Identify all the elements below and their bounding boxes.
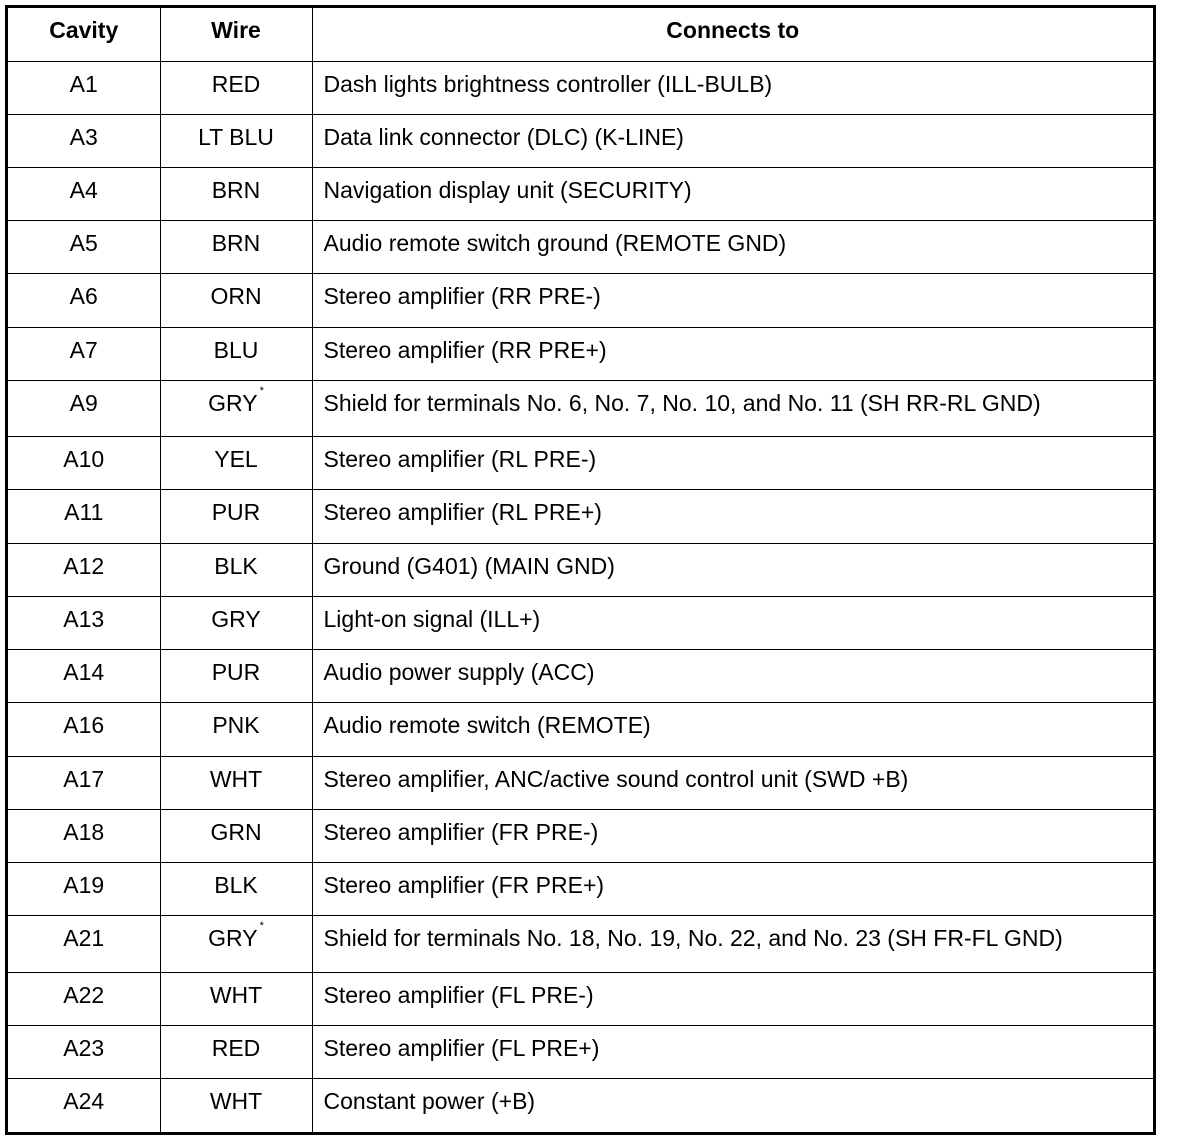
table-row (8, 756, 1153, 809)
wire-cell (160, 596, 312, 649)
wire-color: GRN (210, 818, 262, 845)
header-wire: Wire (160, 8, 312, 61)
table-row (8, 596, 1153, 649)
wire-cell (160, 221, 312, 274)
cavity-cell: A10 (8, 437, 160, 490)
wire-color: BLK (214, 552, 258, 579)
cavity-cell: A14 (8, 650, 160, 703)
table-body (8, 61, 1153, 1132)
cavity-cell: A1 (8, 61, 160, 114)
pinout-table (8, 8, 1153, 1132)
wire-cell (160, 756, 312, 809)
cavity-cell: A19 (8, 863, 160, 916)
connects-to-cell: Constant power (+B) (312, 1078, 1153, 1132)
cavity-cell: A13 (8, 596, 160, 649)
wire-cell (160, 274, 312, 327)
table-row (8, 114, 1153, 167)
wire-color: RED (211, 70, 261, 97)
connects-to-cell: Ground (G401) (MAIN GND) (312, 543, 1153, 596)
wire-color: GRY (208, 389, 258, 416)
wire-cell (160, 437, 312, 490)
wire-color: GRY (208, 925, 258, 952)
wire-color: LT BLU (198, 123, 274, 150)
cavity-cell: A23 (8, 1025, 160, 1078)
connects-to-cell: Stereo amplifier, ANC/active sound control unit (SWD +B) (312, 756, 1153, 809)
wire-color: WHT (209, 1087, 263, 1114)
table-row (8, 916, 1153, 972)
header-connects-to: Connects to (312, 8, 1153, 61)
header-cavity: Cavity (8, 8, 160, 61)
wire-cell (160, 972, 312, 1025)
wire-cell (160, 650, 312, 703)
table-row (8, 543, 1153, 596)
cavity-cell: A4 (8, 167, 160, 220)
connects-to-cell: Shield for terminals No. 18, No. 19, No. 22, and No. 23 (SH FR-FL GND) (312, 916, 1153, 972)
wire-color: GRY (211, 605, 261, 632)
table-row (8, 167, 1153, 220)
cavity-cell: A5 (8, 221, 160, 274)
connects-to-cell: Stereo amplifier (FR PRE-) (312, 809, 1153, 862)
table-row (8, 1078, 1153, 1132)
cavity-cell: A16 (8, 703, 160, 756)
wire-cell (160, 61, 312, 114)
wire-color: RED (211, 1034, 261, 1061)
table-row (8, 61, 1153, 114)
table-row (8, 437, 1153, 490)
connects-to-cell: Audio remote switch (REMOTE) (312, 703, 1153, 756)
connects-to-cell: Data link connector (DLC) (K-LINE) (312, 114, 1153, 167)
table-row (8, 274, 1153, 327)
wire-cell (160, 380, 312, 436)
wire-cell (160, 1025, 312, 1078)
table-row (8, 650, 1153, 703)
connects-to-cell: Shield for terminals No. 6, No. 7, No. 10, and No. 11 (SH RR-RL GND) (312, 380, 1153, 436)
connects-to-cell: Stereo amplifier (RR PRE+) (312, 327, 1153, 380)
table-row (8, 703, 1153, 756)
connects-to-cell: Stereo amplifier (RL PRE-) (312, 437, 1153, 490)
connects-to-cell: Stereo amplifier (RL PRE+) (312, 490, 1153, 543)
wire-cell (160, 490, 312, 543)
cavity-cell: A6 (8, 274, 160, 327)
wire-cell (160, 543, 312, 596)
connects-to-cell: Audio remote switch ground (REMOTE GND) (312, 221, 1153, 274)
wire-color: BLK (214, 872, 258, 899)
wire-cell (160, 1078, 312, 1132)
wire-color: BLU (213, 336, 259, 363)
table-row (8, 863, 1153, 916)
connects-to-cell: Stereo amplifier (FR PRE+) (312, 863, 1153, 916)
cavity-cell: A3 (8, 114, 160, 167)
header-row (8, 8, 1153, 61)
cavity-cell: A22 (8, 972, 160, 1025)
table-row (8, 221, 1153, 274)
wire-color: BRN (211, 176, 261, 203)
wire-cell (160, 327, 312, 380)
wire-color: YEL (214, 446, 258, 473)
footnote-marker: * (259, 384, 264, 397)
table-row (8, 490, 1153, 543)
wire-cell (160, 703, 312, 756)
footnote-marker: * (259, 920, 264, 933)
wire-color: PUR (211, 499, 261, 526)
table-row (8, 327, 1153, 380)
connects-to-cell: Navigation display unit (SECURITY) (312, 167, 1153, 220)
cavity-cell: A18 (8, 809, 160, 862)
wire-color: ORN (210, 283, 262, 310)
wire-color: PNK (212, 712, 260, 739)
connects-to-cell: Light-on signal (ILL+) (312, 596, 1153, 649)
wire-cell (160, 916, 312, 972)
cavity-cell: A11 (8, 490, 160, 543)
cavity-cell: A24 (8, 1078, 160, 1132)
wire-cell (160, 863, 312, 916)
wire-color: WHT (209, 765, 263, 792)
connects-to-cell: Dash lights brightness controller (ILL-BULB) (312, 61, 1153, 114)
connects-to-cell: Stereo amplifier (RR PRE-) (312, 274, 1153, 327)
table-row (8, 380, 1153, 436)
connector-pinout-table (5, 5, 1156, 1135)
cavity-cell: A7 (8, 327, 160, 380)
wire-color: PUR (211, 659, 261, 686)
cavity-cell: A21 (8, 916, 160, 972)
wire-cell (160, 114, 312, 167)
wire-cell (160, 809, 312, 862)
table-row (8, 809, 1153, 862)
wire-cell (160, 167, 312, 220)
cavity-cell: A17 (8, 756, 160, 809)
wire-color: BRN (211, 230, 261, 257)
table-row (8, 1025, 1153, 1078)
connects-to-cell: Stereo amplifier (FL PRE-) (312, 972, 1153, 1025)
connects-to-cell: Audio power supply (ACC) (312, 650, 1153, 703)
cavity-cell: A12 (8, 543, 160, 596)
cavity-cell: A9 (8, 380, 160, 436)
connects-to-cell: Stereo amplifier (FL PRE+) (312, 1025, 1153, 1078)
wire-color: WHT (209, 981, 263, 1008)
table-row (8, 972, 1153, 1025)
